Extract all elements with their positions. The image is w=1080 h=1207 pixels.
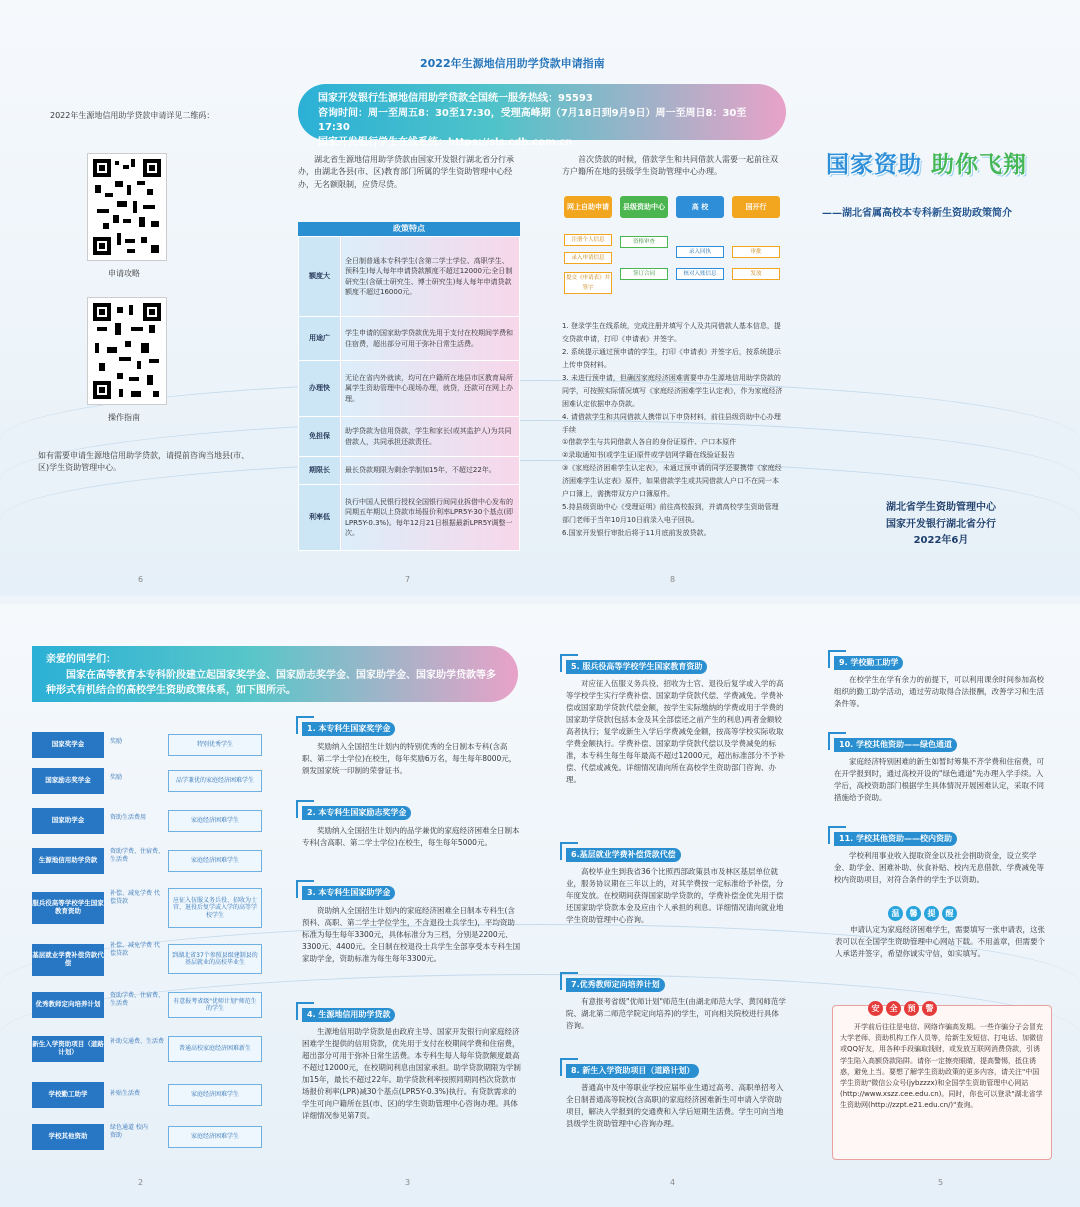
section-heading: 3. 本专科生国家助学金 [302,886,395,900]
qr-caption-application: 申请攻略 [108,269,140,278]
tips-char: 馨 [906,906,921,921]
aid-target: 普通高校家庭经济困难新生 [168,1036,262,1062]
section-heading: 9. 学校勤工助学 [834,656,903,670]
cover-date: 2022年6月 [913,535,969,546]
section-heading: 4. 生源地信用助学贷款 [302,1008,395,1022]
flow-head: 县级资助中心 [620,196,668,218]
warning-char: 预 [904,1001,919,1016]
page-number: 4 [670,1178,676,1187]
row-value: 最长贷款期限为剩余学制加15年，不超过22年。 [341,457,520,485]
step: 1. 登录学生在线系统，完成注册并填写个人及共同借款人基本信息，提交贷款申请，打印《申请表》并签字。 [562,322,781,343]
banner-line[interactable]: 国家开发银行学生在线系统：https://sls.cdb.com.cn [318,136,573,148]
cover-organizations [866,500,1016,550]
aid-name: 学校其他资助 [32,1124,104,1150]
aid-method: 补贴生活费 [110,1090,141,1097]
section-text: 家庭经济特别困难的新生如暂时筹集不齐学费和住宿费，可在开学报到时，通过高校开设的"绿色通道"先办理入学手续。入学后，高校资助部门根据学生具体情况开展困难认定，采取不同措施给予资助。 [834,757,1044,802]
section-text: 有意报考省级"优师计划"师范生(由湖北师范大学、黄冈师范学院、湖北第二师范学院定向培养)的学生，可向相关院校进行具体咨询。 [566,997,786,1030]
flow-box: 资格审查 [620,236,668,248]
aid-name: 基层就业学费补偿贷款代偿 [32,944,104,976]
application-flowchart [562,190,784,305]
slogan-part: 助你飞翔 [931,152,1028,178]
warning-heading [868,1001,937,1016]
section-heading: 10. 学校其他资助——绿色通道 [834,738,957,752]
cover-slogan [826,146,1027,179]
page-number: 3 [405,1178,411,1187]
page-number: 7 [405,575,411,584]
greeting: 亲爱的同学们： [46,654,116,665]
qr-code-guide[interactable] [88,298,166,404]
section-heading: 7.优秀教师定向培养计划 [566,978,665,992]
row-value: 助学贷款为信用贷款，学生和家长(或其监护人)为共同借款人，共同承担还款责任。 [341,417,520,457]
aid-method: 资助学费、住宿费、生活费 [110,848,165,863]
warning-char: 安 [868,1001,883,1016]
row-key: 用途广 [299,317,341,361]
hotline-banner [298,84,786,148]
section-text: 奖励纳入全国招生计划内的特别优秀的全日制本专科(含高职、第二学士学位)在校生，每年奖励6万名，每生每年8000元，颁发国家统一印制的荣誉证书。 [302,742,517,775]
table-row [299,317,520,361]
table-row [299,361,520,417]
cover-subtitle: ——湖北省属高校本专科新生资助政策简介 [822,208,1012,219]
aid-system-diagram [32,722,282,1162]
row-key: 期限长 [299,457,341,485]
p6-note: 如有需要申请生源地信用助学贷款，请提前咨询当地县(市、区)学生资助管理中心。 [38,451,250,473]
aid-name: 国家励志奖学金 [32,768,104,794]
aid-target: 有意报考省级"优师计划"师范生的学生 [168,992,262,1018]
flow-box: 审批 [732,246,780,258]
page-number: 5 [938,1178,944,1187]
section-text: 奖励纳入全国招生计划内的品学兼优的家庭经济困难全日制本专科(含高职、第二学士学位)在校生，每生每年5000元。 [302,826,520,847]
intro-text: 国家在高等教育本专科阶段建立起国家奖学金、国家励志奖学金、国家助学金、国家助学贷款等多种形式有机结合的高校学生资助政策体系，如下图所示。 [46,669,496,696]
aid-method: 补偿、减免学费 代偿贷款 [110,890,160,905]
aid-method: 绿色通道 校内资助 [110,1124,148,1139]
policy-table-head: 政策特点 [298,222,520,236]
application-steps [562,320,784,540]
table-row [299,485,520,551]
row-value: 全日制普通本专科学生(含第二学士学位、高职学生、预科生)每人每年申请贷款额度不超过12000元;全日制研究生(含硕士研究生、博士研究生)每人每年申请贷款额度不超过16000元。 [341,237,520,317]
row-key: 额度大 [299,237,341,317]
aid-name: 学校勤工助学 [32,1082,104,1108]
banner-line: 咨询时间：周一至周五8：30至17:30，受理高峰期（7月18日到9月9日）周一至周日8：30至17:30 [318,107,747,133]
aid-target: 特别优秀学生 [168,734,262,756]
aid-name: 服兵役高等学校学生国家教育资助 [32,892,104,924]
table-row [299,237,520,317]
page-number: 6 [138,575,144,584]
page-number: 8 [670,575,676,584]
qr-intro: 2022年生源地信用助学贷款申请详见二维码： [50,111,215,120]
aid-name: 优秀教师定向培养计划 [32,992,104,1018]
aid-target: 应征入伍服义务兵役、招收为士官、退役后复学或入学的高等学校学生 [168,888,262,928]
aid-target: 品学兼优的家庭经济困难学生 [168,770,262,792]
aid-target: 家庭经济困难学生 [168,1126,262,1148]
table-row [299,417,520,457]
section-text: 对应征入伍服义务兵役、招收为士官、退役后复学或入学的高等学校学生实行学费补偿、国家助学贷款代偿、学费减免。学费补偿或国家助学贷款代偿金额，按学生实际缴纳的学费或用于学费的国家助学贷款(包括本金及其全部偿还之前产生的利息)两者金额较高者执行；复学或新生入学后学费减免金额，按高等学校实际收取学费金额执行。学费补偿、国家助学贷款代偿以及学费减免的标准，本专科生每生每年最高不超过12000元，超出标准部分不予补偿、代偿或减免。详细情况请向所在高校学生资助部门咨询、办理。 [566,679,785,784]
policy-table [298,236,520,551]
step: 4. 请借款学生和共同借款人携带以下申贷材料，前往县级资助中心办理手续 [562,412,781,434]
step: ②录取通知书(或学生证)原件或学信网学籍在线验证报告 [562,451,735,460]
aid-name: 新生入学资助项目（道路计划） [32,1036,104,1062]
flow-box: 签订合同 [620,268,668,280]
row-value: 学生申请的国家助学贷款优先用于支付在校期间学费和住宿费，超出部分可用于弥补日常生活费。 [341,317,520,361]
qr-caption-guide: 操作指南 [108,413,140,422]
aid-method: 资助学费、住宿费、生活费 [110,992,165,1007]
flow-box: 核对入账信息 [676,268,724,280]
intro-banner [32,646,518,702]
aid-method: 补偿、减免学费 代偿贷款 [110,942,160,957]
flow-box: 注册个人信息 [564,234,612,246]
aid-name: 国家奖学金 [32,732,104,758]
aid-method: 资助生活费用 [110,814,147,821]
warning-char: 警 [922,1001,937,1016]
tips-heading [888,906,957,921]
aid-method: 奖励 [110,738,123,745]
flow-box: 发放 [732,268,780,280]
row-key: 免担保 [299,417,341,457]
step: ③《家庭经济困难学生认定表》，未通过预申请的同学还要携带《家庭经济困难学生认定表》原件，如果借款学生或共同借款人户口不在同一本户口簿上，需携带双方户口簿原件。 [562,464,782,499]
section-text: 学校利用事业收入提取资金以及社会捐助资金，设立奖学金、助学金、困难补助、伙食补贴、校内无息借款、学费减免等校内资助项目，对符合条件的学生予以资助。 [834,851,1044,884]
aid-method: 补助交通费、生活费 [110,1038,165,1045]
top-spread [0,0,1080,596]
section-heading: 5. 服兵役高等学校学生国家教育资助 [566,660,707,674]
aid-name: 国家助学金 [32,808,104,834]
section-text: 生源地信用助学贷款是由政府主导、国家开发银行向家庭经济困难学生提供的信用贷款，优先用于支付在校期间学费和住宿费，超出部分可用于弥补日常生活费。本专科生每人每年贷款额度最高不超过12000元，在校期间利息由国家承担。助学贷款期限为学制加15年，最长不超过22年。助学贷款利率按照同期同档次贷款市场报价利率(LPR)减30个基点(LPR5Y-0.3%)执行。有贷款需求的学生可向户籍所在县(市、区)的学生资助管理中心咨询办理。具体详细情况参见第7页。 [302,1027,521,1120]
step: 3. 未进行预申请，但确因家庭经济困难需要申办生源地信用助学贷款的同学，可按照实际情况填写《家庭经济困难学生认定表》，作为家庭经济困难认定依据申办贷款。 [562,373,783,408]
section-text: 在校学生在学有余力的前提下，可以利用课余时间参加高校组织的勤工助学活动，通过劳动取得合法报酬，改善学习和生活条件等。 [834,675,1044,708]
row-key: 办理快 [299,361,341,417]
qr-code-application[interactable] [88,154,166,260]
aid-target: 家庭经济困难学生 [168,810,262,832]
tips-char: 醒 [942,906,957,921]
section-heading: 8. 新生入学资助项目（道路计划） [566,1064,699,1078]
aid-method: 奖励 [110,774,123,781]
aid-target: 家庭经济困难学生 [168,1084,262,1106]
aid-name: 生源地信用助学贷款 [32,848,104,874]
step: 6.国家开发银行审批后将于11月底前发放贷款。 [562,529,711,537]
row-value: 执行中国人民银行授权全国银行间同业拆借中心发布的同期五年期以上贷款市场报价利率LPR5Y-30个基点(即 LPR5Y-0.3%)。每年12月21日根据最新LPR5Y调整一次。 [341,485,520,551]
flow-box: 提交《申请表》并签字 [564,272,612,294]
section-heading: 11. 学校其他资助——校内资助 [834,832,957,846]
section-text: 资助纳入全国招生计划内的家庭经济困难全日制本专科生(含预科、高职、第二学士学位学生，不含退役士兵学生)，平均资助标准为每生每年3300元，具体标准分为三档，分别是2200元、3300元、4400元。全日制在校退役士兵学生全部享受本专科生国家助学金，资助标准为每生每年3300元。 [302,906,521,963]
step: 5.持县级资助中心《受理证明》前往高校报到，并请高校学生资助管理部门老师于当年10月10日前录入电子回执。 [562,503,779,525]
row-key: 利率低 [299,485,341,551]
tips-char: 提 [924,906,939,921]
row-value: 无论在省内外就读，均可在户籍所在地县市区教育局所属学生资助管理中心现场办理，就贷，还款可在网上办理。 [341,361,520,417]
page-title: 2022年生源地信用助学贷款申请指南 [420,57,605,70]
section-heading: 1. 本专科生国家奖学金 [302,722,395,736]
section-text: 普通高中及中等职业学校应届毕业生通过高考、高职单招考入全日制普通高等院校(含高职)的家庭经济困难新生可申请入学资助项目，解决入学报到的交通费和入学后短期生活费。学生可向当地县级学生资助管理中心咨询办理。 [566,1083,784,1128]
slogan-part: 国家资助 [826,152,922,178]
banner-line: 国家开发银行生源地信用助学贷款全国统一服务热线：95593 [318,93,593,104]
table-row [299,457,520,485]
p8-intro: 首次贷款的时候，借款学生和共同借款人需要一起前往双方户籍所在地的县级学生资助管理中心办理。 [562,155,778,177]
tips-char: 温 [888,906,903,921]
flow-box: 录入回执 [676,246,724,258]
warning-char: 全 [886,1001,901,1016]
section-text: 高校毕业生到我省36个比照西部政策县市及林区基层单位就业，服务协议期在三年以上的，对其学费按一定标准给予补偿，分年度发放。在校期间获得国家助学贷款的，学费补偿金优先用于偿还国家助学贷款本金及应由个人承担的利息。详细情况请向就业地学生资助管理中心咨询。 [566,867,784,924]
step: ①借款学生与共同借款人各自的身份证原件、户口本原件 [562,438,737,447]
warning-text: 开学前后往往是电信、网络诈骗高发期。一些诈骗分子会冒充大学老师、资助机构工作人员等，给新生发短信、打电话、加微信或QQ好友，用各种手段骗取钱财，或发放互联网消费贷款，引诱学生陷入高额贷款陷阱。请你一定擦亮眼睛，提高警惕，抵住诱惑，避免上当。要想了解学生资助政策的更多内容，请关注"中国学生资助"微信公众号(jybzzzx)和全国学生资助管理中心网站(http://www.xszz.cee.edu.cn)。同时，你也可以登录"湖北省学生资助网(http://zzpt.e21.edu.cn/)"查询。 [840,1023,1043,1110]
section-heading: 6.基层就业学费补偿贷款代偿 [566,848,681,862]
flow-head: 高 校 [676,196,724,218]
step: 2. 系统提示通过预申请的学生，打印《申请表》并签字后，按系统提示上传申贷材料。 [562,347,781,369]
aid-target: 家庭经济困难学生 [168,850,262,872]
org-name: 国家开发银行湖北省分行 [886,518,996,530]
p7-intro: 湖北省生源地信用助学贷款由国家开发银行湖北省分行承办，由湖北各县(市、区)教育部门所属的学生资助管理中心经办，无名额限制，应贷尽贷。 [298,155,514,189]
section-heading: 2. 本专科生国家励志奖学金 [302,806,411,820]
page-number: 2 [138,1178,144,1187]
tips-text: 申请认定为家庭经济困难学生，需要填写一张申请表，这张表可以在全国学生资助管理中心网站下载。不用盖章，但需要个人承诺并签字，希望你诚实守信，如实填写。 [835,925,1045,958]
org-name: 湖北省学生资助管理中心 [886,502,996,513]
flow-head: 国开行 [732,196,780,218]
aid-target: 到湖北省37个参照县级建制县的基层就业的高校毕业生 [168,944,262,974]
flow-head: 网上自助申请 [564,196,612,218]
flow-box: 录入申请信息 [564,252,612,264]
